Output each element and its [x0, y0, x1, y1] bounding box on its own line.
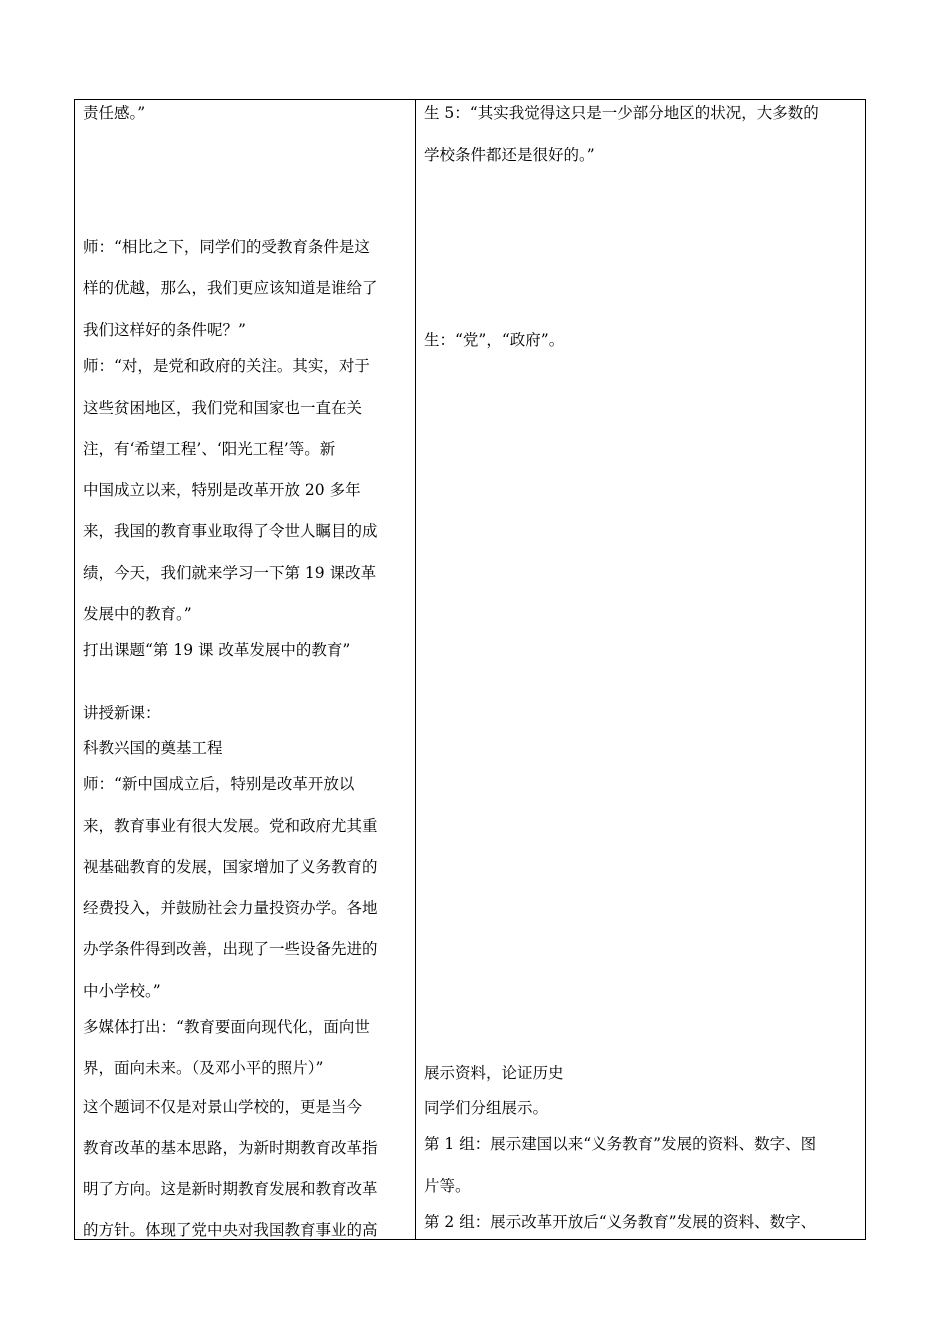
column-divider: [415, 100, 416, 1239]
left-line: 这个题词不仅是对景山学校的，更是当今: [83, 1098, 363, 1116]
left-line: 教育改革的基本思路，为新时期教育改革指: [83, 1139, 378, 1157]
left-line: 这些贫困地区，我们党和国家也一直在关: [83, 399, 363, 417]
left-line: 注，有‘希望工程’、‘阳光工程’等。新: [83, 440, 336, 458]
left-line: 师：“对，是党和政府的关注。其实，对于: [83, 357, 370, 375]
left-line: 师：“新中国成立后，特别是改革开放以: [83, 775, 355, 793]
right-line: 学校条件都还是很好的。”: [424, 146, 595, 164]
left-line: 绩，今天，我们就来学习一下第 19 课改革: [83, 564, 377, 582]
right-line: 同学们分组展示。: [424, 1099, 549, 1117]
left-line: 来，我国的教育事业取得了令世人瞩目的成: [83, 522, 378, 540]
right-line: 片等。: [424, 1177, 471, 1195]
left-line: 多媒体打出：“教育要面向现代化，面向世: [83, 1018, 370, 1036]
left-line: 师：“相比之下，同学们的受教育条件是这: [83, 238, 370, 256]
left-line: 办学条件得到改善，出现了一些设备先进的: [83, 940, 378, 958]
left-line: 界，面向未来。（及邓小平的照片）”: [83, 1059, 324, 1077]
left-line: 我们这样好的条件呢？”: [83, 321, 246, 339]
left-line: 科教兴国的奠基工程: [83, 739, 223, 757]
left-line: 来，教育事业有很大发展。党和政府尤其重: [83, 817, 378, 835]
left-line: 发展中的教育。”: [83, 605, 192, 623]
left-line: 经费投入，并鼓励社会力量投资办学。各地: [83, 899, 378, 917]
left-line: 中小学校。”: [83, 982, 161, 1000]
right-line: 第 2 组：展示改革开放后“义务教育”发展的资料、数字、: [424, 1213, 817, 1231]
left-line: 视基础教育的发展，国家增加了义务教育的: [83, 858, 378, 876]
left-line: 的方针。体现了党中央对我国教育事业的高: [83, 1221, 378, 1239]
left-line: 打出课题“第 19 课 改革发展中的教育”: [83, 641, 351, 659]
left-line: 明了方向。这是新时期教育发展和教育改革: [83, 1180, 378, 1198]
lesson-table: [74, 99, 866, 1240]
left-line: 讲授新课：: [83, 704, 161, 722]
left-line: 中国成立以来，特别是改革开放 20 多年: [83, 481, 361, 499]
right-line: 第 1 组：展示建国以来“义务教育”发展的资料、数字、图: [424, 1135, 817, 1153]
right-line: 生 5：“其实我觉得这只是一少部分地区的状况，大多数的: [424, 104, 819, 122]
left-line: 样的优越，那么，我们更应该知道是谁给了: [83, 279, 378, 297]
right-line: 展示资料，论证历史: [424, 1064, 564, 1082]
left-line: 责任感。”: [83, 104, 146, 122]
right-line: 生：“党”，“政府”。: [424, 331, 565, 349]
